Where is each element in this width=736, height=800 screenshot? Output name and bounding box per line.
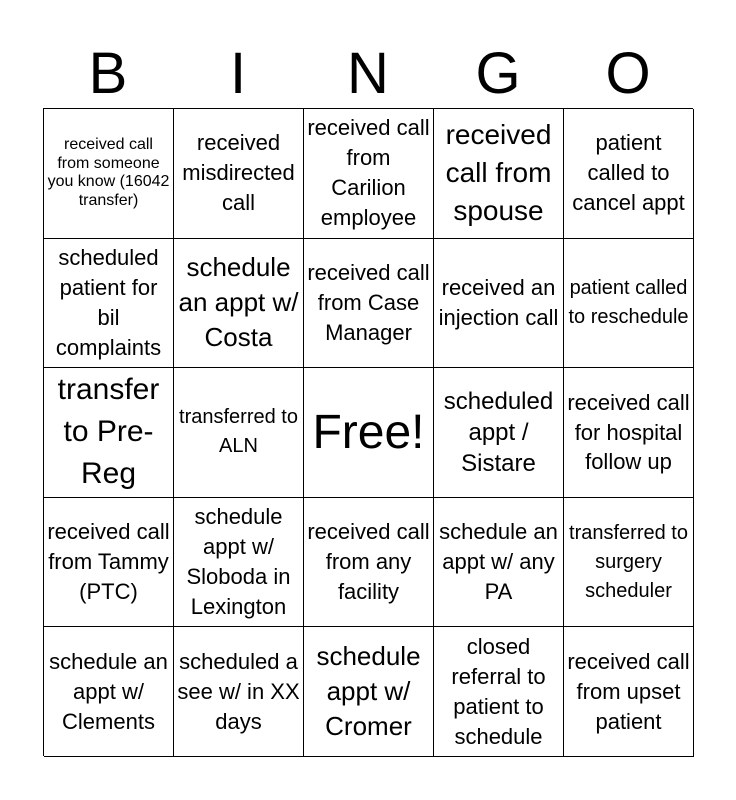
bingo-cell[interactable]: closed referral to patient to schedule [434, 627, 564, 757]
bingo-cell[interactable]: scheduled a see w/ in XX days [174, 627, 304, 757]
bingo-cell[interactable]: received call from someone you know (16042 transfer) [44, 109, 174, 239]
bingo-card-grid [43, 108, 693, 756]
bingo-cell[interactable]: received call from Tammy (PTC) [44, 498, 174, 628]
bingo-cell[interactable]: scheduled patient for bil complaints [44, 239, 174, 369]
bingo-cell[interactable]: received call from spouse [434, 109, 564, 239]
bingo-cell[interactable]: schedule an appt w/ Clements [44, 627, 174, 757]
bingo-cell[interactable]: patient called to reschedule [564, 239, 694, 369]
bingo-cell[interactable]: scheduled appt / Sistare [434, 368, 564, 498]
bingo-cell[interactable]: transferred to surgery scheduler [564, 498, 694, 628]
bingo-cell[interactable]: transferred to ALN [174, 368, 304, 498]
bingo-cell[interactable]: schedule appt w/ Sloboda in Lexington [174, 498, 304, 628]
bingo-cell[interactable]: schedule an appt w/ Costa [174, 239, 304, 369]
bingo-cell[interactable]: patient called to cancel appt [564, 109, 694, 239]
bingo-free-space: Free! [304, 368, 434, 498]
bingo-cell[interactable]: received an injection call [434, 239, 564, 369]
header-letter-b: B [88, 41, 128, 106]
header-letter-n: N [347, 41, 389, 106]
bingo-cell[interactable]: received call from any facility [304, 498, 434, 628]
bingo-cell[interactable]: received call from Case Manager [304, 239, 434, 369]
bingo-cell[interactable]: schedule an appt w/ any PA [434, 498, 564, 628]
header-letter-g: G [475, 41, 521, 106]
bingo-cell[interactable]: received call for hospital follow up [564, 368, 694, 498]
bingo-cell[interactable]: received call from Carilion employee [304, 109, 434, 239]
bingo-cell[interactable]: transfer to Pre-Reg [44, 368, 174, 498]
bingo-cell[interactable]: received misdirected call [174, 109, 304, 239]
header-letter-o: O [605, 41, 651, 106]
bingo-header [43, 40, 693, 108]
bingo-cell[interactable]: schedule appt w/ Cromer [304, 627, 434, 757]
header-letter-i: I [229, 41, 247, 106]
bingo-cell[interactable]: received call from upset patient [564, 627, 694, 757]
